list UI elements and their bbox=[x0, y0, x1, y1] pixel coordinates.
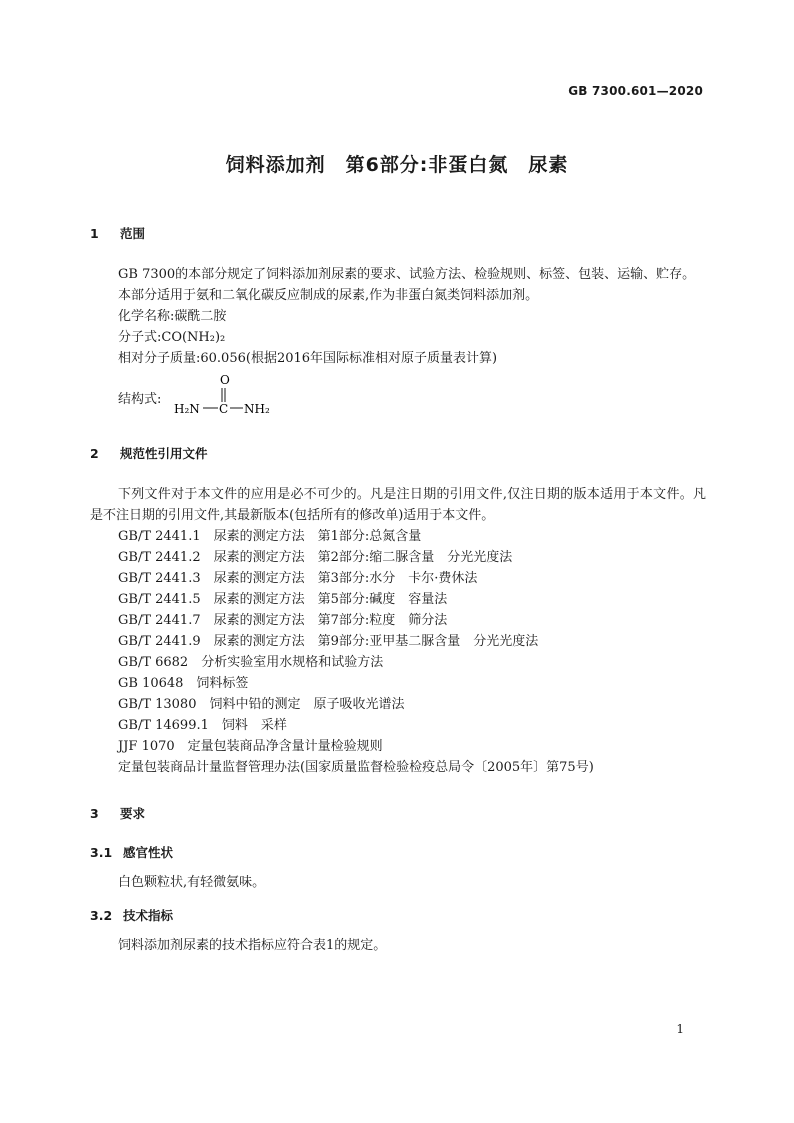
section-number: 1 bbox=[90, 226, 99, 241]
molecular-mass: 相对分子质量:60.056(根据2016年国际标准相对原子质量表计算) bbox=[118, 351, 498, 366]
subsection-3-1-heading bbox=[90, 843, 173, 861]
section-2-heading bbox=[90, 444, 208, 462]
section-title: 要求 bbox=[120, 806, 146, 821]
paragraph: 饲料添加剂尿素的技术指标应符合表1的规定。 bbox=[118, 938, 387, 953]
list-item: GB/T 6682 分析实验室用水规格和试验方法 bbox=[118, 655, 384, 670]
list-item: 定量包装商品计量监督管理办法(国家质量监督检验检疫总局令〔2005年〕第75号) bbox=[118, 760, 594, 775]
subsection-3-2-heading bbox=[90, 906, 173, 924]
subsection-title: 技术指标 bbox=[123, 908, 174, 923]
carbon-atom: C bbox=[219, 402, 229, 416]
section-number: 3 bbox=[90, 806, 99, 821]
list-item: GB 10648 饲料标签 bbox=[118, 676, 249, 691]
list-item: GB/T 2441.5 尿素的测定方法 第5部分:碱度 容量法 bbox=[118, 592, 448, 607]
list-item: GB/T 2441.1 尿素的测定方法 第1部分:总氮含量 bbox=[118, 529, 422, 544]
normative-intro: 下列文件对于本文件的应用是必不可少的。凡是注日期的引用文件,仅注日期的版本适用于本文件。凡是不注日期的引用文件,其最新版本(包括所有的修改单)适用于本文件。 bbox=[90, 487, 706, 523]
paragraph: GB 7300的本部分规定了饲料添加剂尿素的要求、试验方法、检验规则、标签、包装、运输、贮存。 bbox=[118, 267, 696, 282]
list-item: GB/T 14699.1 饲料 采样 bbox=[118, 718, 287, 733]
subsection-title: 感官性状 bbox=[123, 845, 174, 860]
section-title: 规范性引用文件 bbox=[120, 446, 208, 461]
section-number: 2 bbox=[90, 446, 99, 461]
urea-structure-diagram bbox=[170, 372, 280, 418]
amine-right: NH₂ bbox=[244, 402, 270, 416]
page-number: 1 bbox=[676, 1022, 684, 1036]
standard-number: GB 7300.601—2020 bbox=[568, 84, 703, 98]
list-item: GB/T 2441.7 尿素的测定方法 第7部分:粒度 筛分法 bbox=[118, 613, 448, 628]
list-item: GB/T 2441.9 尿素的测定方法 第9部分:亚甲基二脲含量 分光光度法 bbox=[118, 634, 539, 649]
reference-list bbox=[118, 526, 594, 778]
amine-left: H₂N bbox=[174, 402, 200, 416]
list-item: GB/T 2441.3 尿素的测定方法 第3部分:水分 卡尔·费休法 bbox=[118, 571, 478, 586]
list-item: GB/T 13080 饲料中铅的测定 原子吸收光谱法 bbox=[118, 697, 405, 712]
subsection-number: 3.2 bbox=[90, 908, 113, 923]
list-item: GB/T 2441.2 尿素的测定方法 第2部分:缩二脲含量 分光光度法 bbox=[118, 550, 513, 565]
paragraph: 白色颗粒状,有轻微氨味。 bbox=[118, 875, 266, 890]
oxygen-atom: O bbox=[220, 373, 230, 387]
structure-label: 结构式: bbox=[118, 392, 162, 407]
list-item: JJF 1070 定量包装商品净含量计量检验规则 bbox=[118, 739, 383, 754]
section-1-heading bbox=[90, 224, 145, 242]
molecular-formula: 分子式:CO(NH₂)₂ bbox=[118, 330, 226, 345]
structural-formula bbox=[118, 372, 378, 422]
chemical-name: 化学名称:碳酰二胺 bbox=[118, 309, 227, 324]
subsection-number: 3.1 bbox=[90, 845, 113, 860]
paragraph: 本部分适用于氨和二氧化碳反应制成的尿素,作为非蛋白氮类饲料添加剂。 bbox=[118, 288, 539, 303]
page-title: 饲料添加剂 第6部分:非蛋白氮 尿素 bbox=[225, 154, 569, 176]
section-title: 范围 bbox=[120, 226, 146, 241]
section-3-heading bbox=[90, 804, 145, 822]
